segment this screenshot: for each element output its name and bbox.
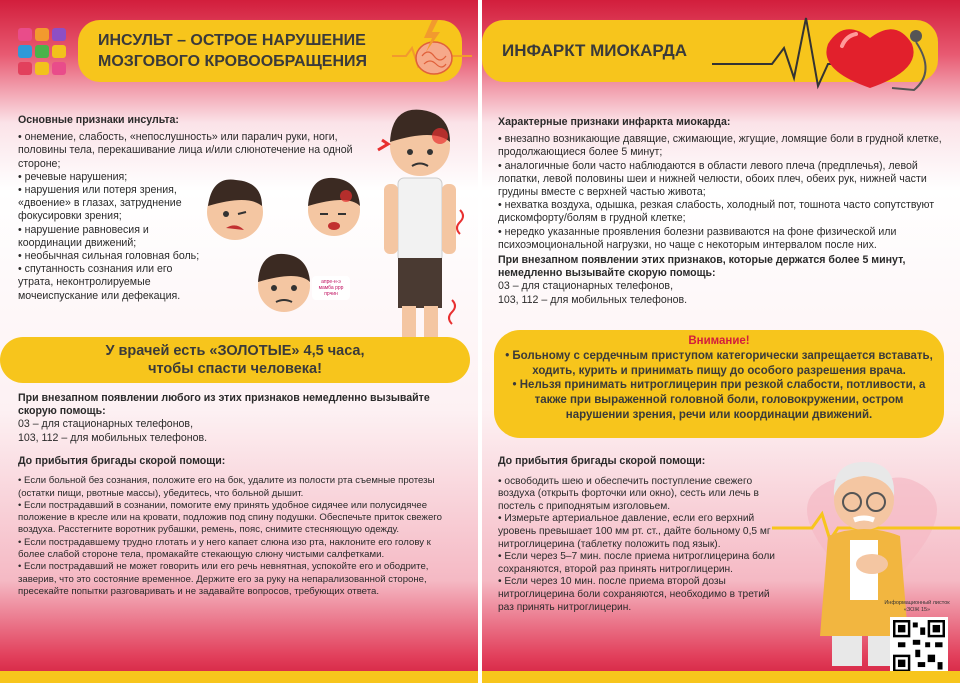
infarction-title: ИНФАРКТ МИОКАРДА <box>482 20 938 82</box>
list-item: • необычная сильная головная боль; <box>18 250 200 263</box>
infarction-signs-heading: Характерные признаки инфаркта миокарда: <box>498 116 731 128</box>
infarction-panel <box>482 0 960 683</box>
list-item: • освободить шею и обеспечить поступление свежего воздуха (открыть форточки или окно), сесть или лечь в постель с приподнятым изголовьем. <box>498 475 759 512</box>
list-item: • Если больной без сознания, положите его на бок, удалите из полости рта съемные протезы (остатки пищи, рвотные массы), убедитесь, что больной дышит. <box>18 475 435 499</box>
speech-bubble: апре-н-э мамба ррр прчин <box>312 276 350 300</box>
attention-banner <box>494 330 944 438</box>
list-item: • Если пострадавший в сознании, помогите ему принять удобное сидячее или полусидячее положение в кресле или на кровати, подложив под спину подушки. Обеспечьте приток свежего воздуха. Расстегните воротник рубашки, ремень, пояс, снимите стесняющую одежду. <box>18 499 442 536</box>
attention-item: • Больному с сердечным приступом категорически запрещается вставать, ходить, курить и принимать пищу до особого разрешения врача. <box>505 349 933 377</box>
confused-face-illustration <box>200 170 270 250</box>
list-item: • нарушения или потеря зрения, «двоение» в глазах, затруднение фокусировки зрения; <box>18 184 182 223</box>
infarction-signs <box>498 116 944 307</box>
golden-hours-line2: чтобы спасти человека! <box>148 361 322 377</box>
heart-ecg-icon <box>712 8 948 94</box>
phone-line: 03 – для стационарных телефонов, <box>18 418 194 431</box>
list-item: • внезапно возникающие давящие, сжимающие, жгущие, ломящие боли в грудной клетке, продолжающиеся более 5 минут; <box>498 133 942 159</box>
infarction-first-aid <box>498 455 788 614</box>
list-item: • Если пострадавший не может говорить или его речь невнятная, успокойте его и ободрите, заверив, что это состояние временное. Держите его за руку на непарализованной стороне, пресекайте попытки разговаривать и не задавайте вопросов, требующих ответа. <box>18 561 429 597</box>
qr-code-icon <box>890 617 948 675</box>
stroke-first-aid <box>18 455 458 598</box>
bottom-stripe <box>0 671 478 683</box>
phone-line: 103, 112 – для мобильных телефонов. <box>498 293 688 306</box>
infarction-first-aid-heading: До прибытия бригады скорой помощи: <box>498 455 706 467</box>
stroke-first-aid-heading: До прибытия бригады скорой помощи: <box>18 455 226 467</box>
qr-label: Информационный листок «ЗОЖ 15» <box>884 600 950 613</box>
attention-item: • Нельзя принимать нитроглицерин при резкой слабости, потливости, а также при выраженной головной боли, головокружении, остром нарушении зрения, речи или координации движений. <box>512 379 926 421</box>
list-item: • Если через 5–7 мин. после приема нитроглицерина боли сохраняются, второй раз принять нитроглицерин. <box>498 551 776 575</box>
boy-illustration <box>368 100 472 350</box>
list-item: • нарушение равновесия и координации движений; <box>18 223 149 249</box>
stroke-signs-heading: Основные признаки инсульта: <box>18 114 179 126</box>
list-item: • спутанность сознания или его утрата, неконтролируемые мочеиспускание или дефекация. <box>18 263 181 302</box>
infarction-call-heading: При внезапном появлении этих признаков, которые держатся более 5 минут, немедленно вызывайте скорую помощь: <box>498 254 906 280</box>
logo-icon <box>18 28 70 76</box>
bottom-stripe <box>482 671 960 683</box>
phone-line: 103, 112 – для мобильных телефонов. <box>18 431 208 444</box>
attention-title: Внимание! <box>688 335 750 347</box>
list-item: • Если пострадавшему трудно глотать и у него капает слюна изо рта, наклоните его голову к более слабой стороне тела, промакайте стекающую слюну чистыми салфетками. <box>18 536 431 561</box>
list-item: • нередко указанные проявления болезни развиваются на фоне физической или психоэмоциональной нагрузки, но чаще с некоторым интервалом после них. <box>498 225 897 251</box>
stroke-call-heading: При внезапном появлении любого из этих признаков немедленно вызывайте скорую помощь: <box>18 392 430 418</box>
stroke-call-block <box>18 392 458 445</box>
golden-hours-banner <box>0 337 470 383</box>
brain-lightning-icon <box>392 18 472 86</box>
list-item: • нехватка воздуха, одышка, резкая слабость, холодный пот, тошнота часто сопутствуют дискомфорту/болям в грудной клетке; <box>498 199 935 225</box>
list-item: • Если через 10 мин. после приема второй дозы нитроглицерина боли сохраняются, необходимо в третий раз принять нитроглицерин. <box>498 576 770 613</box>
list-item: • речевые нарушения; <box>18 170 128 183</box>
headache-face-illustration <box>302 168 366 246</box>
phone-line: 03 – для стационарных телефонов, <box>498 280 674 293</box>
list-item: • Измерьте артериальное давление, если его верхний уровень превышает 100 мм рт. ст., дайте больному 0,5 мг нитроглицерина (таблетку положить под язык). <box>498 513 771 550</box>
golden-hours-line1: У врачей есть «ЗОЛОТЫЕ» 4,5 часа, <box>105 343 365 359</box>
sad-face-illustration <box>252 248 316 318</box>
list-item: • аналогичные боли часто наблюдаются в области левого плеча (предплечья), левой лопатки, левой половины шеи и нижней челюсти, обоих плеч, обеих рук, нижней части грудины вместе с верхней частью живота; <box>498 159 927 199</box>
stroke-panel <box>0 0 478 683</box>
list-item: • онемение, слабость, «непослушность» или паралич руки, ноги, половины тела, перекашивание лица и/или слюнотечение на одной стороне; <box>18 131 353 170</box>
stroke-title: ИНСУЛЬТ – ОСТРОЕ НАРУШЕНИЕ МОЗГОВОГО КРОВООБРАЩЕНИЯ <box>78 20 462 82</box>
